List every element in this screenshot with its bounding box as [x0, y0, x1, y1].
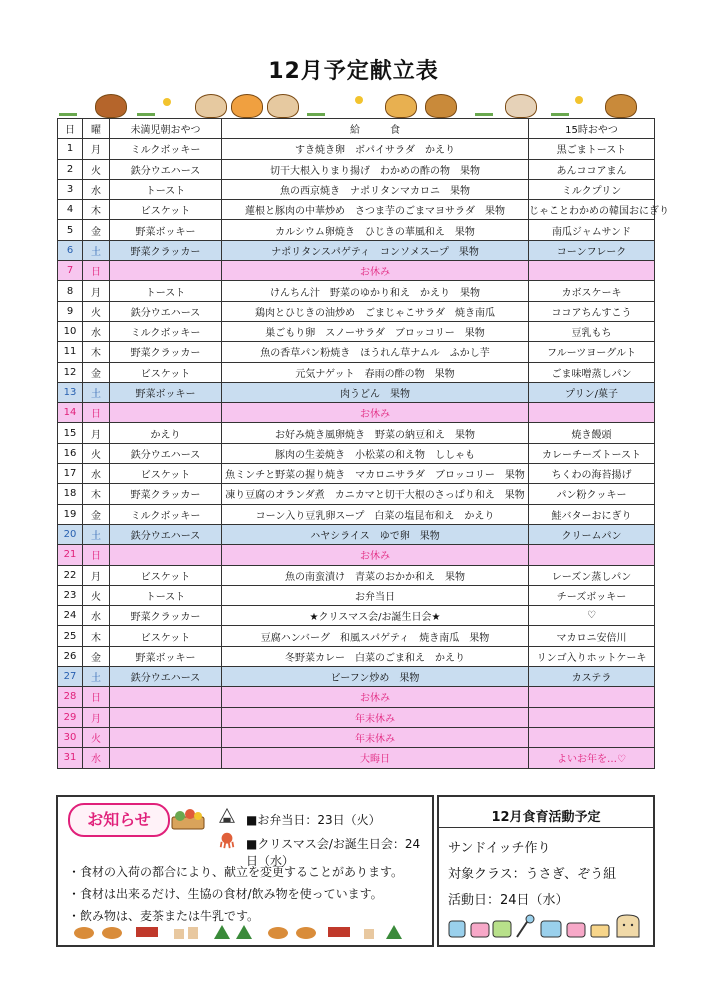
weekday-cell: 金	[83, 504, 110, 524]
event-lunchbox-day: ■お弁当日：23日（火）	[246, 813, 381, 827]
weekday-cell: 水	[83, 464, 110, 484]
table-row	[58, 585, 655, 605]
lunch-cell: お休み	[222, 545, 529, 565]
day-cell: 31	[58, 748, 83, 768]
weekday-cell: 火	[83, 301, 110, 321]
weekday-cell: 水	[83, 606, 110, 626]
lunch-cell: ナポリタンスパゲティ コンソメスープ 果物	[222, 240, 529, 260]
table-row	[58, 687, 655, 707]
day-cell: 17	[58, 464, 83, 484]
lunch-cell: お休み	[222, 403, 529, 423]
morning-snack-cell: 野菜クラッカー	[110, 606, 222, 626]
afternoon-snack-cell: 焼き饅頭	[529, 423, 655, 443]
morning-snack-cell: 鉄分ウエハース	[110, 667, 222, 687]
onigiri-icon	[218, 807, 236, 825]
morning-snack-cell: 野菜クラッカー	[110, 484, 222, 504]
morning-snack-cell: 鉄分ウエハース	[110, 159, 222, 179]
table-row	[58, 261, 655, 281]
afternoon-snack-cell: クリームパン	[529, 524, 655, 544]
afternoon-snack-cell: よいお年を…♡	[529, 748, 655, 768]
lunch-cell: 年末休み	[222, 727, 529, 747]
afternoon-snack-cell: 鮭バターおにぎり	[529, 504, 655, 524]
morning-snack-cell: ミルクボッキー	[110, 321, 222, 341]
table-row	[58, 403, 655, 423]
table-row	[58, 524, 655, 544]
activity-name: サンドイッチ作り	[448, 841, 551, 856]
lunch-cell: 冬野菜カレー 白菜のごま和え かえり	[222, 646, 529, 666]
notice-line-1: ・食材の入荷の都合により、献立を変更することがあります。	[68, 865, 404, 879]
afternoon-snack-cell: カレーチーズトースト	[529, 443, 655, 463]
weekday-cell: 金	[83, 220, 110, 240]
morning-snack-cell	[110, 545, 222, 565]
morning-snack-cell: 野菜ボッキー	[110, 220, 222, 240]
table-row	[58, 464, 655, 484]
table-row	[58, 646, 655, 666]
afternoon-snack-cell: 豆乳もち	[529, 321, 655, 341]
day-cell: 4	[58, 200, 83, 220]
weekday-cell: 日	[83, 261, 110, 281]
morning-snack-cell	[110, 261, 222, 281]
weekday-cell: 日	[83, 545, 110, 565]
activity-title: 12月食育活動予定	[491, 810, 601, 825]
table-row	[58, 159, 655, 179]
weekday-cell: 日	[83, 687, 110, 707]
afternoon-snack-cell: 黒ごまトースト	[529, 139, 655, 159]
weekday-cell: 火	[83, 585, 110, 605]
morning-snack-cell: ビスケット	[110, 464, 222, 484]
day-cell: 1	[58, 139, 83, 159]
day-cell: 11	[58, 342, 83, 362]
day-cell: 13	[58, 382, 83, 402]
afternoon-snack-cell	[529, 687, 655, 707]
day-cell: 14	[58, 403, 83, 423]
day-cell: 2	[58, 159, 83, 179]
morning-snack-cell: 鉄分ウエハース	[110, 301, 222, 321]
notice-line-2: ・食材は出来るだけ、生協の食材/飲み物を使っています。	[68, 887, 383, 901]
day-cell: 6	[58, 240, 83, 260]
lunch-cell: 切干大根入りまり揚げ わかめの酢の物 果物	[222, 159, 529, 179]
afternoon-snack-cell: じゃことわかめの韓国おにぎり	[529, 200, 655, 220]
morning-snack-cell: トースト	[110, 179, 222, 199]
day-cell: 21	[58, 545, 83, 565]
day-cell: 7	[58, 261, 83, 281]
lunch-cell: 魚の南蛮漬け 青菜のおかか和え 果物	[222, 565, 529, 585]
header-afternoon-snack: 15時おやつ	[529, 119, 655, 139]
weekday-cell: 月	[83, 281, 110, 301]
afternoon-snack-cell: カステラ	[529, 667, 655, 687]
morning-snack-cell: 鉄分ウエハース	[110, 443, 222, 463]
lunch-cell: お好み焼き風卵焼き 野菜の納豆和え 果物	[222, 423, 529, 443]
table-row	[58, 382, 655, 402]
lunch-cell: 魚の西京焼き ナポリタンマカロニ 果物	[222, 179, 529, 199]
day-cell: 28	[58, 687, 83, 707]
table-row	[58, 565, 655, 585]
weekday-cell: 月	[83, 423, 110, 443]
morning-snack-cell: トースト	[110, 281, 222, 301]
weekday-cell: 火	[83, 159, 110, 179]
day-cell: 30	[58, 727, 83, 747]
weekday-cell: 土	[83, 240, 110, 260]
lunch-cell: ★クリスマス会/お誕生日会★	[222, 606, 529, 626]
event-christmas-party: ■クリスマス会/お誕生日会：24日（水）	[246, 837, 421, 868]
table-row	[58, 301, 655, 321]
page-title: 12月予定献立表	[268, 59, 439, 84]
day-cell: 5	[58, 220, 83, 240]
morning-snack-cell	[110, 403, 222, 423]
header-lunch: 給 食	[222, 119, 529, 139]
morning-snack-cell: ビスケット	[110, 626, 222, 646]
table-row	[58, 281, 655, 301]
day-cell: 23	[58, 585, 83, 605]
weekday-cell: 火	[83, 443, 110, 463]
kitchen-tools-icon	[447, 913, 647, 939]
weekday-cell: 月	[83, 565, 110, 585]
table-header-row	[58, 119, 655, 139]
lunch-cell: お弁当日	[222, 585, 529, 605]
afternoon-snack-cell: レーズン蒸しパン	[529, 565, 655, 585]
table-row	[58, 707, 655, 727]
table-row	[58, 443, 655, 463]
vegetable-basket-icon	[168, 807, 208, 831]
afternoon-snack-cell: リンゴ入りホットケーキ	[529, 646, 655, 666]
day-cell: 9	[58, 301, 83, 321]
lunch-cell: けんちん汁 野菜のゆかり和え かえり 果物	[222, 281, 529, 301]
weekday-cell: 水	[83, 748, 110, 768]
weekday-cell: 木	[83, 200, 110, 220]
morning-snack-cell	[110, 687, 222, 707]
table-row	[58, 545, 655, 565]
lunch-cell: 大晦日	[222, 748, 529, 768]
lunch-cell: すき焼き卵 ボパイサラダ かえり	[222, 139, 529, 159]
lunch-cell: お休み	[222, 261, 529, 281]
weekday-cell: 金	[83, 362, 110, 382]
afternoon-snack-cell: ちくわの海苔揚げ	[529, 464, 655, 484]
octopus-icon	[218, 831, 236, 849]
morning-snack-cell: 野菜ボッキー	[110, 646, 222, 666]
afternoon-snack-cell: カボスケーキ	[529, 281, 655, 301]
weekday-cell: 月	[83, 139, 110, 159]
lunch-cell: 巣ごもり卵 スノーサラダ ブロッコリー 果物	[222, 321, 529, 341]
activity-date: 活動日：24日（水）	[448, 893, 569, 908]
day-cell: 15	[58, 423, 83, 443]
morning-snack-cell: トースト	[110, 585, 222, 605]
weekday-cell: 土	[83, 382, 110, 402]
afternoon-snack-cell: フルーツヨーグルト	[529, 342, 655, 362]
table-row	[58, 504, 655, 524]
weekday-cell: 月	[83, 707, 110, 727]
afternoon-snack-cell	[529, 261, 655, 281]
morning-snack-cell: ビスケット	[110, 565, 222, 585]
lunch-cell: 魚ミンチと野菜の握り焼き マカロニサラダ ブロッコリー 果物	[222, 464, 529, 484]
table-row	[58, 321, 655, 341]
weekday-cell: 木	[83, 484, 110, 504]
day-cell: 12	[58, 362, 83, 382]
header-morning-snack: 未満児朝おやつ	[110, 119, 222, 139]
table-row	[58, 423, 655, 443]
afternoon-snack-cell: ごま味噌蒸しパン	[529, 362, 655, 382]
weekday-cell: 土	[83, 524, 110, 544]
afternoon-snack-cell: ココアちんすこう	[529, 301, 655, 321]
weekday-cell: 水	[83, 321, 110, 341]
table-row	[58, 220, 655, 240]
day-cell: 8	[58, 281, 83, 301]
day-cell: 24	[58, 606, 83, 626]
day-cell: 29	[58, 707, 83, 727]
afternoon-snack-cell: ♡	[529, 606, 655, 626]
table-row	[58, 179, 655, 199]
day-cell: 20	[58, 524, 83, 544]
afternoon-snack-cell: パン粉クッキー	[529, 484, 655, 504]
table-row	[58, 200, 655, 220]
day-cell: 18	[58, 484, 83, 504]
lunch-cell: お休み	[222, 687, 529, 707]
morning-snack-cell: 野菜ボッキー	[110, 382, 222, 402]
morning-snack-cell: 鉄分ウエハース	[110, 524, 222, 544]
day-cell: 3	[58, 179, 83, 199]
lunch-cell: 豆腐ハンバーグ 和風スパゲティ 焼き南瓜 果物	[222, 626, 529, 646]
lunch-cell: 魚の香草パン粉焼き ほうれん草ナムル ふかし芋	[222, 342, 529, 362]
weekday-cell: 土	[83, 667, 110, 687]
lunch-cell: 鶏肉とひじきの油炒め ごまじゃこサラダ 焼き南瓜	[222, 301, 529, 321]
lunch-cell: 豚肉の生姜焼き 小松菜の和え物 ししゃも	[222, 443, 529, 463]
header-day: 日	[58, 119, 83, 139]
lunch-cell: ビーフン炒め 果物	[222, 667, 529, 687]
reindeer-sleigh-decoration	[64, 921, 426, 941]
morning-snack-cell	[110, 727, 222, 747]
morning-snack-cell: ミルクボッキー	[110, 139, 222, 159]
activity-target-class: 対象クラス：うさぎ、ぞう組	[448, 867, 617, 882]
lunch-cell: ハヤシライス ゆで卵 果物	[222, 524, 529, 544]
afternoon-snack-cell: プリン/菓子	[529, 382, 655, 402]
day-cell: 26	[58, 646, 83, 666]
afternoon-snack-cell: 南瓜ジャムサンド	[529, 220, 655, 240]
table-row	[58, 606, 655, 626]
morning-snack-cell: かえり	[110, 423, 222, 443]
morning-snack-cell: ビスケット	[110, 362, 222, 382]
afternoon-snack-cell: コーンフレーク	[529, 240, 655, 260]
day-cell: 25	[58, 626, 83, 646]
day-cell: 27	[58, 667, 83, 687]
day-cell: 16	[58, 443, 83, 463]
afternoon-snack-cell: あんココアまん	[529, 159, 655, 179]
table-row	[58, 362, 655, 382]
morning-snack-cell: ビスケット	[110, 200, 222, 220]
lunch-cell: 年末休み	[222, 707, 529, 727]
activity-divider	[439, 827, 653, 828]
lunch-cell: 蓮根と豚肉の中華炒め さつま芋のごまマヨサラダ 果物	[222, 200, 529, 220]
morning-snack-cell: 野菜クラッカー	[110, 240, 222, 260]
table-row	[58, 626, 655, 646]
animal-decoration	[55, 84, 655, 118]
notice-box	[56, 795, 434, 947]
morning-snack-cell	[110, 748, 222, 768]
morning-snack-cell	[110, 707, 222, 727]
afternoon-snack-cell	[529, 403, 655, 423]
lunch-cell: 元気ナゲット 春雨の酢の物 果物	[222, 362, 529, 382]
day-cell: 10	[58, 321, 83, 341]
table-row	[58, 727, 655, 747]
afternoon-snack-cell	[529, 727, 655, 747]
lunch-cell: 肉うどん 果物	[222, 382, 529, 402]
weekday-cell: 火	[83, 727, 110, 747]
food-activity-box	[437, 795, 655, 947]
morning-snack-cell: ミルクボッキー	[110, 504, 222, 524]
weekday-cell: 日	[83, 403, 110, 423]
table-row	[58, 484, 655, 504]
table-row	[58, 748, 655, 768]
table-row	[58, 342, 655, 362]
day-cell: 19	[58, 504, 83, 524]
lunch-cell: コーン入り豆乳卵スープ 白菜の塩昆布和え かえり	[222, 504, 529, 524]
morning-snack-cell: 野菜クラッカー	[110, 342, 222, 362]
header-weekday: 曜	[83, 119, 110, 139]
menu-table	[57, 118, 669, 769]
weekday-cell: 水	[83, 179, 110, 199]
lunch-cell: カルシウム卵焼き ひじきの華風和え 果物	[222, 220, 529, 240]
weekday-cell: 木	[83, 626, 110, 646]
table-row	[58, 240, 655, 260]
table-row	[58, 667, 655, 687]
afternoon-snack-cell	[529, 707, 655, 727]
day-cell: 22	[58, 565, 83, 585]
afternoon-snack-cell: チーズボッキー	[529, 585, 655, 605]
notice-badge: お知らせ	[68, 803, 170, 837]
lunch-cell: 凍り豆腐のオランダ煮 カニカマと切干大根のさっぱり和え 果物	[222, 484, 529, 504]
weekday-cell: 木	[83, 342, 110, 362]
afternoon-snack-cell: ミルクプリン	[529, 179, 655, 199]
table-row	[58, 139, 655, 159]
notice-line-3: ・飲み物は、麦茶または牛乳です。	[68, 909, 260, 923]
weekday-cell: 金	[83, 646, 110, 666]
afternoon-snack-cell	[529, 545, 655, 565]
afternoon-snack-cell: マカロニ安倍川	[529, 626, 655, 646]
